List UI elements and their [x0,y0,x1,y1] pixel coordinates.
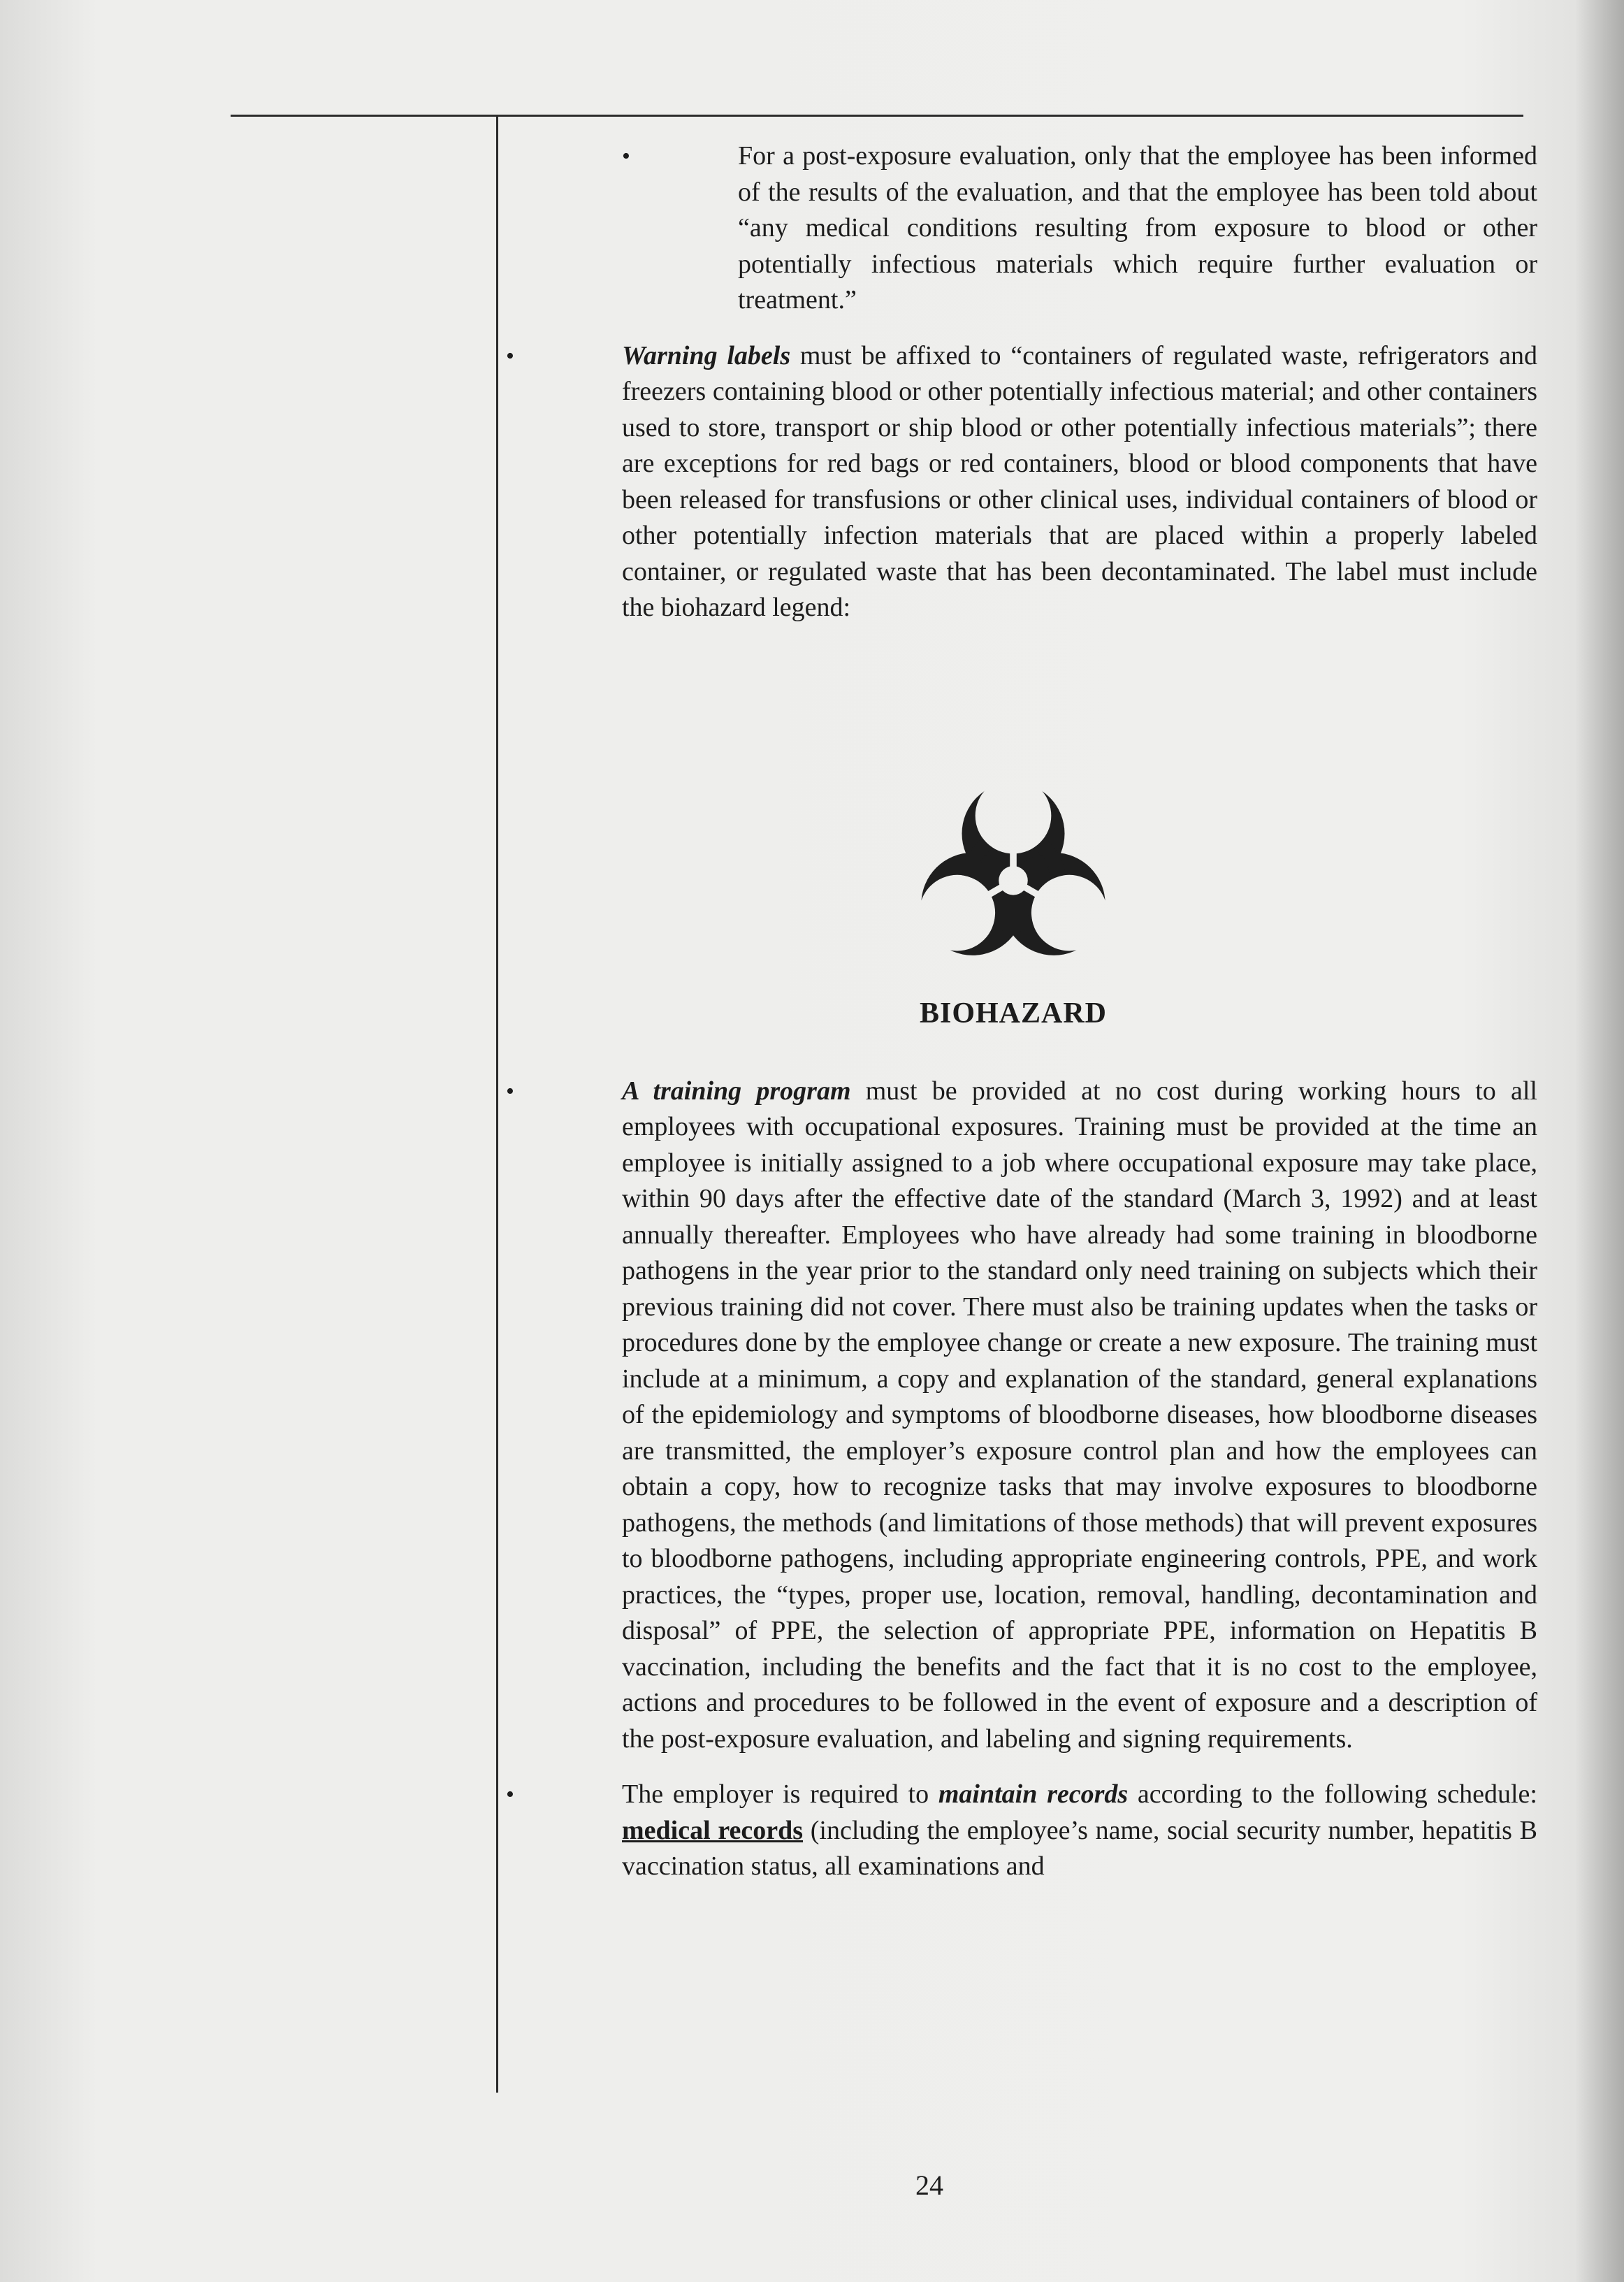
biohazard-figure [887,769,1139,1030]
training-program-body: must be provided at no cost during working hours to all employees with occupational exposures. Training must be provided at the time an employee is initially assigned to a job where occupational exposure may take place, within 90 days after the effective date of the standard (March 3, 1992) and at least annually thereafter. Employees who have already had some training in bloodborne pathogens in the year prior to the standard only need training on subjects which their previous training did not cover. There must also be training updates when the tasks or procedures done by the employee change or create a new exposure. The training must include at a minimum, a copy and explanation of the standard, general explanations of the epidemiology and symptoms of bloodborne diseases, how bloodborne diseases are transmitted, the employer’s exposure control plan and how the employees can obtain a copy, how to recognize tasks that may involve exposures to bloodborne pathogens, the methods (and limitations of those methods) that will prevent exposures to bloodborne pathogens, including appropriate engineering controls, PPE, and work practices, the “types, proper use, location, removal, handling, decontamination and disposal” of PPE, the selection of appropriate PPE, information on Hepatitis B vaccination, including the benefits and the fact that it is no cost to the employee, actions and procedures to be followed in the event of exposure and a description of the post-exposure evaluation, and labeling and signing requirements. [622,1076,1537,1754]
bullet-marker: • [506,1078,514,1104]
records-lead: The employer is required to [622,1779,938,1809]
warning-labels-text [622,341,1537,623]
maintain-records-text [622,1779,1537,1881]
biohazard-icon [901,769,1125,985]
page-number: 24 [915,2169,943,2201]
medical-records-term: medical records [622,1815,804,1845]
bullet-post-exposure [622,138,1537,319]
records-mid: according to the following schedule: [1128,1779,1537,1809]
vertical-rule [496,116,498,2093]
warning-labels-term: Warning labels [622,340,791,370]
bullet-marker: • [622,143,630,169]
maintain-records-term: maintain records [938,1779,1129,1809]
bullet-training-program [506,1074,1537,1758]
post-exposure-text: For a post-exposure evaluation, only that the employee has been informed of the results of the evaluation, and that the employee has been told about “any medical conditions resulting from exposure to blood or other potentially infectious materials which require further evaluation or treatment.” [738,141,1537,315]
training-program-term: A training program [622,1076,851,1106]
bullet-maintain-records [506,1777,1537,1885]
bullet-marker: • [506,342,514,369]
training-program-text [622,1076,1537,1754]
bullet-warning-labels [506,338,1537,626]
records-rest: (including the employee’s name, social security number, hepatitis B vaccination status, all examinations and [622,1815,1537,1881]
page-edge-shadow [1575,0,1624,2282]
warning-labels-body: must be affixed to “containers of regulated waste, refrigerators and freezers containing blood or other potentially infectious material; and other containers used to store, transport or ship blood or other potentially infectious materials”; there are exceptions for red bags or red containers, blood or blood components that have been released for transfusions or other clinical uses, individual containers of blood or other potentially infection materials that are placed within a properly labeled container, or regulated waste that has been decontaminated. The label must include the biohazard legend: [622,340,1537,622]
top-rule [231,115,1523,117]
biohazard-caption: BIOHAZARD [919,997,1108,1030]
bullet-marker: • [506,1782,514,1807]
